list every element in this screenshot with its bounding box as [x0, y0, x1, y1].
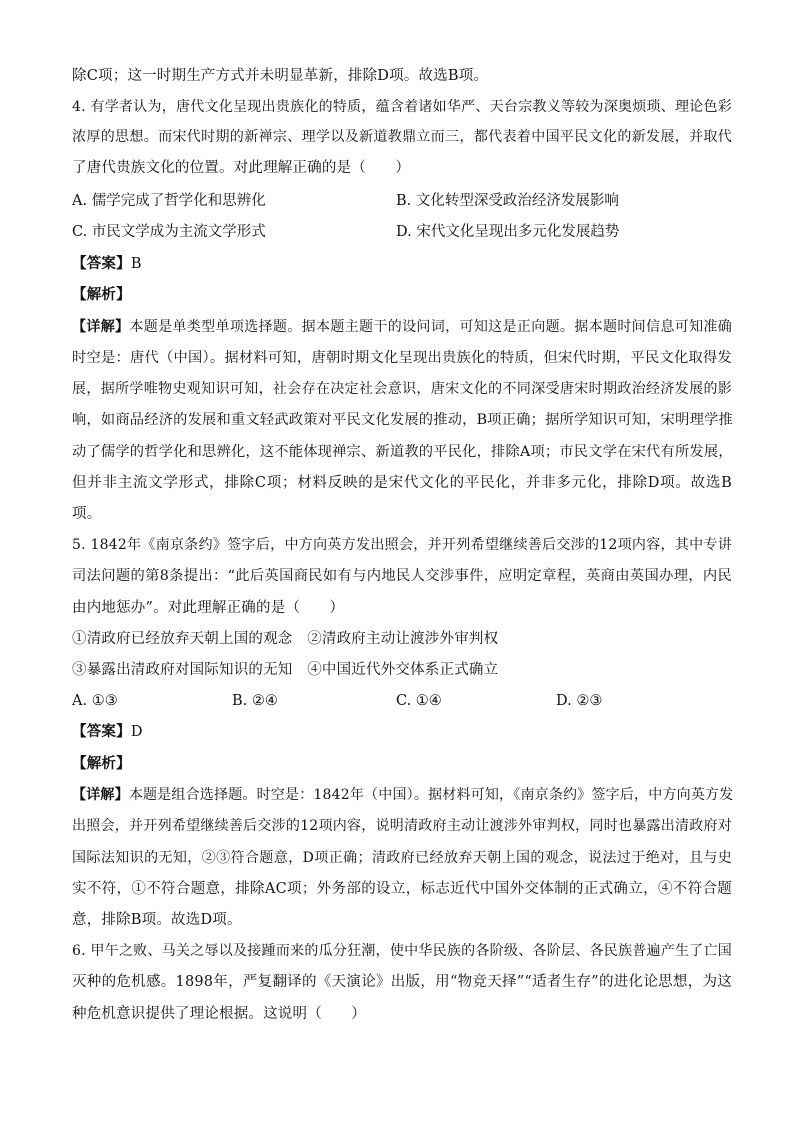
q4-answer-line [72, 254, 732, 274]
q4-detail-line-6: 但并非主流文学形式，排除C项；材料反映的是宋代文化的平民化，并非多元化，排除D项。故选B [72, 475, 732, 491]
q5-detail-line-2: 出照会，并开列希望继续善后交涉的12项内容，说明清政府主动让渡涉外审判权，同时也暴露出清政府对 [72, 818, 732, 834]
q4-detail-tag: 【详解】 [72, 319, 130, 335]
q6-stem-line-1: 6. 甲午之败、马关之辱以及接踵而来的瓜分狂潮，使中华民族的各阶级、各阶层、各民族普遍产生了亡国 [72, 943, 732, 959]
q4-detail-line-1 [72, 317, 732, 337]
q4-option-c: C. 市民文学成为主流文学形式 [72, 224, 266, 240]
q5-stem-line-3: 由内地惩办”。对此理解正确的是（ ） [72, 600, 345, 616]
previous-question-tail: 除C项；这一时期生产方式并未明显革新，排除D项。故选B项。 [72, 68, 489, 84]
q5-detail-line-4: 实不符，①不符合题意，排除AC项；外务部的设立，标志近代中国外交体制的正式确立，④不符合题 [72, 881, 732, 897]
q5-answer-value: D [130, 724, 143, 740]
q5-analysis-tag: 【解析】 [72, 756, 131, 772]
q5-detail-line-3: 国际法知识的无知，②③符合题意，D项正确；清政府已经放弃天朝上国的观念，说法过于绝对，且与史 [72, 850, 732, 866]
q4-stem-line-1: 4. 有学者认为，唐代文化呈现出贵族化的特质，蕴含着诸如华严、天台宗教义等较为深奥烦琐、理论色彩 [72, 99, 732, 115]
q5-detail-text-1: 本题是组合选择题。时空是：1842年（中国）。据材料可知，《南京条约》签字后，中方向英方发 [128, 787, 734, 803]
q5-detail-tag: 【详解】 [72, 787, 129, 803]
q4-answer-value: B [130, 256, 142, 272]
q5-analysis-line [72, 754, 732, 774]
q5-answer-line [72, 722, 732, 742]
q5-statement-line-2: ③暴露出清政府对国际知识的无知 ④中国近代外交体系正式确立 [72, 662, 499, 678]
q5-option-c: C. ①④ [396, 693, 442, 709]
q5-stem-line-2: 司法问题的第8条提出：“此后英国商民如有与内地民人交涉事件，应明定章程，英商由英国办理，内民 [72, 568, 732, 584]
q4-detail-line-4: 响，如商品经济的发展和重文轻武政策对平民文化发展的推动，B项正确；据所学知识可知，宋明理学推 [72, 412, 733, 428]
q5-option-a: A. ①③ [72, 693, 118, 709]
q5-detail-line-5: 意，排除B项。故选D项。 [72, 912, 242, 928]
q4-stem-line-3: 了唐代贵族文化的位置。对此理解正确的是（ ） [72, 160, 411, 176]
q4-answer-tag: 【答案】 [72, 256, 131, 272]
q5-option-b: B. ②④ [232, 693, 278, 709]
q4-detail-line-7: 项。 [72, 506, 102, 522]
q4-detail-text-1: 本题是单类型单项选择题。据本题主题干的设问词，可知这是正向题。据本题时间信息可知准确 [129, 319, 732, 335]
q5-statement-line-1: ①清政府已经放弃天朝上国的观念 ②清政府主动让渡涉外审判权 [72, 631, 499, 647]
q4-option-a: A. 儒学完成了哲学化和思辨化 [72, 193, 266, 209]
q4-option-b: B. 文化转型深受政治经济发展影响 [396, 193, 619, 209]
q6-stem-line-3: 种危机意识提供了理论根据。这说明（ ） [72, 1006, 366, 1022]
q4-stem-line-2: 浓厚的思想。而宋代时期的新禅宗、理学以及新道教鼎立而三，都代表着中国平民文化的新发展，并取代 [72, 129, 732, 145]
q4-detail-line-2: 时空是：唐代（中国）。据材料可知，唐朝时期文化呈现出贵族化的特质，但宋代时期，平民文化取得发 [72, 350, 732, 366]
q5-stem-line-1: 5. 1842年《南京条约》签字后，中方向英方发出照会，并开列希望继续善后交涉的12项内容，其中专讲 [72, 537, 732, 553]
q4-analysis-tag: 【解析】 [72, 287, 131, 303]
q5-detail-line-1 [72, 785, 732, 805]
q4-option-d: D. 宋代文化呈现出多元化发展趋势 [396, 224, 620, 240]
q6-stem-line-2: 灭种的危机感。1898年，严复翻译的《天演论》出版，用“物竞天择”“适者生存”的进化论思想，为这 [72, 974, 732, 990]
q5-option-d: D. ②③ [556, 693, 603, 709]
q4-analysis-line [72, 285, 732, 305]
q4-detail-line-3: 展，据所学唯物史观知识可知，社会存在决定社会意识，唐宋文化的不同深受唐宋时期政治经济发展的影 [72, 381, 732, 397]
q4-detail-line-5: 动了儒学的哲学化和思辨化，这不能体现禅宗、新道教的平民化，排除A项；市民文学在宋代有所发展， [72, 444, 733, 460]
q5-answer-tag: 【答案】 [72, 724, 131, 740]
